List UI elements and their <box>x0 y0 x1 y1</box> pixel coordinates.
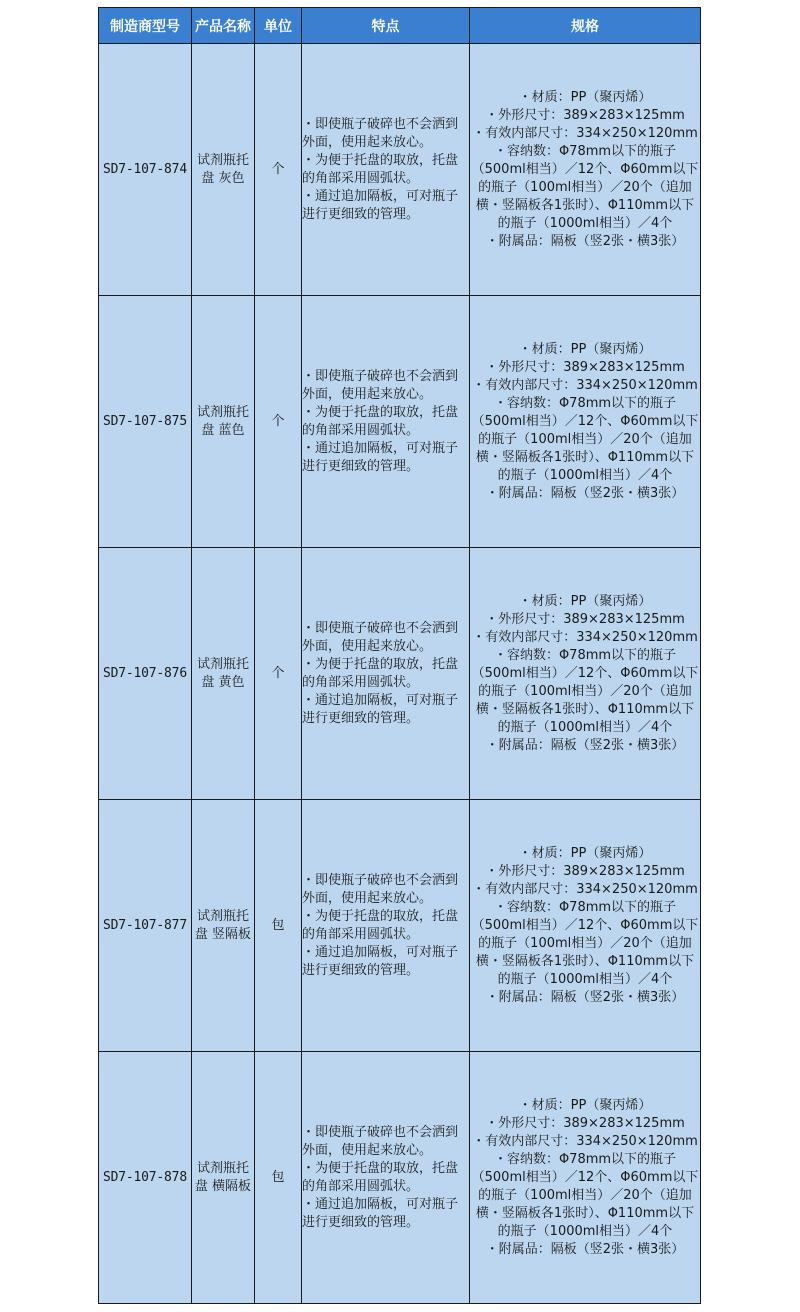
feature-item: ・即使瓶子破碎也不会洒到外面，使用起来放心。 <box>302 368 459 402</box>
features-cell <box>302 800 470 1052</box>
model-number-cell: SD7-107-874 <box>99 44 192 296</box>
spec-item: ・材质：PP（聚丙烯） <box>518 89 652 105</box>
feature-item: ・即使瓶子破碎也不会洒到外面，使用起来放心。 <box>302 1124 459 1158</box>
unit-cell: 个 <box>255 548 302 800</box>
table-row <box>99 1052 701 1304</box>
feature-item: ・即使瓶子破碎也不会洒到外面，使用起来放心。 <box>302 872 459 906</box>
specs-cell <box>470 800 701 1052</box>
spec-item: ・附属品：隔板（竖2张・横3张） <box>485 737 685 753</box>
spec-item: ・有效内部尺寸：334×250×120mm <box>472 629 698 645</box>
specs-cell <box>470 44 701 296</box>
product-name-cell: 试剂瓶托盘 黄色 <box>192 548 255 800</box>
table-row <box>99 800 701 1052</box>
table-row <box>99 296 701 548</box>
spec-item: ・材质：PP（聚丙烯） <box>518 593 652 609</box>
feature-item: ・通过追加隔板，可对瓶子进行更细致的管理。 <box>302 440 459 474</box>
table-row <box>99 548 701 800</box>
features-cell <box>302 1052 470 1304</box>
feature-item: ・通过追加隔板，可对瓶子进行更细致的管理。 <box>302 1196 459 1230</box>
model-number-cell: SD7-107-878 <box>99 1052 192 1304</box>
spec-item: ・附属品：隔板（竖2张・横3张） <box>485 1241 685 1257</box>
spec-item: ・容纳数：Φ78mm以下的瓶子（500ml相当）／12个、Φ60mm以下的瓶子（100ml相当）／20个（追加横・竖隔板各1张时）、Φ110mm以下的瓶子（1000ml相当）／4个 <box>471 395 699 483</box>
table-body <box>99 44 701 1304</box>
feature-item: ・为便于托盘的取放，托盘的角部采用圆弧状。 <box>302 656 459 690</box>
spec-item: ・容纳数：Φ78mm以下的瓶子（500ml相当）／12个、Φ60mm以下的瓶子（100ml相当）／20个（追加横・竖隔板各1张时）、Φ110mm以下的瓶子（1000ml相当）／4个 <box>471 647 699 735</box>
spec-item: ・材质：PP（聚丙烯） <box>518 1097 652 1113</box>
header-features: 特点 <box>302 8 470 44</box>
product-name-cell: 试剂瓶托盘 蓝色 <box>192 296 255 548</box>
spec-item: ・附属品：隔板（竖2张・横3张） <box>485 989 685 1005</box>
spec-item: ・有效内部尺寸：334×250×120mm <box>472 125 698 141</box>
spec-item: ・材质：PP（聚丙烯） <box>518 341 652 357</box>
unit-cell: 包 <box>255 1052 302 1304</box>
feature-item: ・即使瓶子破碎也不会洒到外面，使用起来放心。 <box>302 620 459 654</box>
feature-item: ・通过追加隔板，可对瓶子进行更细致的管理。 <box>302 944 459 978</box>
unit-cell: 个 <box>255 44 302 296</box>
product-name-cell: 试剂瓶托盘 竖隔板 <box>192 800 255 1052</box>
spec-item: ・容纳数：Φ78mm以下的瓶子（500ml相当）／12个、Φ60mm以下的瓶子（100ml相当）／20个（追加横・竖隔板各1张时）、Φ110mm以下的瓶子（1000ml相当）／4个 <box>471 143 699 231</box>
feature-item: ・通过追加隔板，可对瓶子进行更细致的管理。 <box>302 692 459 726</box>
spec-item: ・附属品：隔板（竖2张・横3张） <box>485 233 685 249</box>
specs-cell <box>470 1052 701 1304</box>
header-specs: 规格 <box>470 8 701 44</box>
feature-item: ・通过追加隔板，可对瓶子进行更细致的管理。 <box>302 188 459 222</box>
specs-cell <box>470 548 701 800</box>
feature-item: ・为便于托盘的取放，托盘的角部采用圆弧状。 <box>302 908 459 942</box>
specs-cell <box>470 296 701 548</box>
header-unit: 单位 <box>255 8 302 44</box>
table-header-row <box>99 8 701 44</box>
product-name-cell: 试剂瓶托盘 横隔板 <box>192 1052 255 1304</box>
spec-item: ・外形尺寸：389×283×125mm <box>485 107 685 123</box>
feature-item: ・为便于托盘的取放，托盘的角部采用圆弧状。 <box>302 152 459 186</box>
spec-item: ・容纳数：Φ78mm以下的瓶子（500ml相当）／12个、Φ60mm以下的瓶子（100ml相当）／20个（追加横・竖隔板各1张时）、Φ110mm以下的瓶子（1000ml相当）／4个 <box>471 899 699 987</box>
features-cell <box>302 548 470 800</box>
header-product-name: 产品名称 <box>192 8 255 44</box>
spec-item: ・外形尺寸：389×283×125mm <box>485 1115 685 1131</box>
model-number-cell: SD7-107-875 <box>99 296 192 548</box>
table-row <box>99 44 701 296</box>
spec-item: ・附属品：隔板（竖2张・横3张） <box>485 485 685 501</box>
unit-cell: 个 <box>255 296 302 548</box>
spec-item: ・容纳数：Φ78mm以下的瓶子（500ml相当）／12个、Φ60mm以下的瓶子（100ml相当）／20个（追加横・竖隔板各1张时）、Φ110mm以下的瓶子（1000ml相当）／4个 <box>471 1151 699 1239</box>
spec-item: ・外形尺寸：389×283×125mm <box>485 863 685 879</box>
spec-item: ・外形尺寸：389×283×125mm <box>485 359 685 375</box>
feature-item: ・即使瓶子破碎也不会洒到外面，使用起来放心。 <box>302 116 459 150</box>
spec-item: ・有效内部尺寸：334×250×120mm <box>472 377 698 393</box>
feature-item: ・为便于托盘的取放，托盘的角部采用圆弧状。 <box>302 1160 459 1194</box>
header-model: 制造商型号 <box>99 8 192 44</box>
spec-item: ・材质：PP（聚丙烯） <box>518 845 652 861</box>
spec-item: ・外形尺寸：389×283×125mm <box>485 611 685 627</box>
spec-item: ・有效内部尺寸：334×250×120mm <box>472 881 698 897</box>
feature-item: ・为便于托盘的取放，托盘的角部采用圆弧状。 <box>302 404 459 438</box>
unit-cell: 包 <box>255 800 302 1052</box>
features-cell <box>302 44 470 296</box>
features-cell <box>302 296 470 548</box>
model-number-cell: SD7-107-877 <box>99 800 192 1052</box>
product-spec-table <box>98 7 701 1304</box>
spec-item: ・有效内部尺寸：334×250×120mm <box>472 1133 698 1149</box>
product-name-cell: 试剂瓶托盘 灰色 <box>192 44 255 296</box>
model-number-cell: SD7-107-876 <box>99 548 192 800</box>
